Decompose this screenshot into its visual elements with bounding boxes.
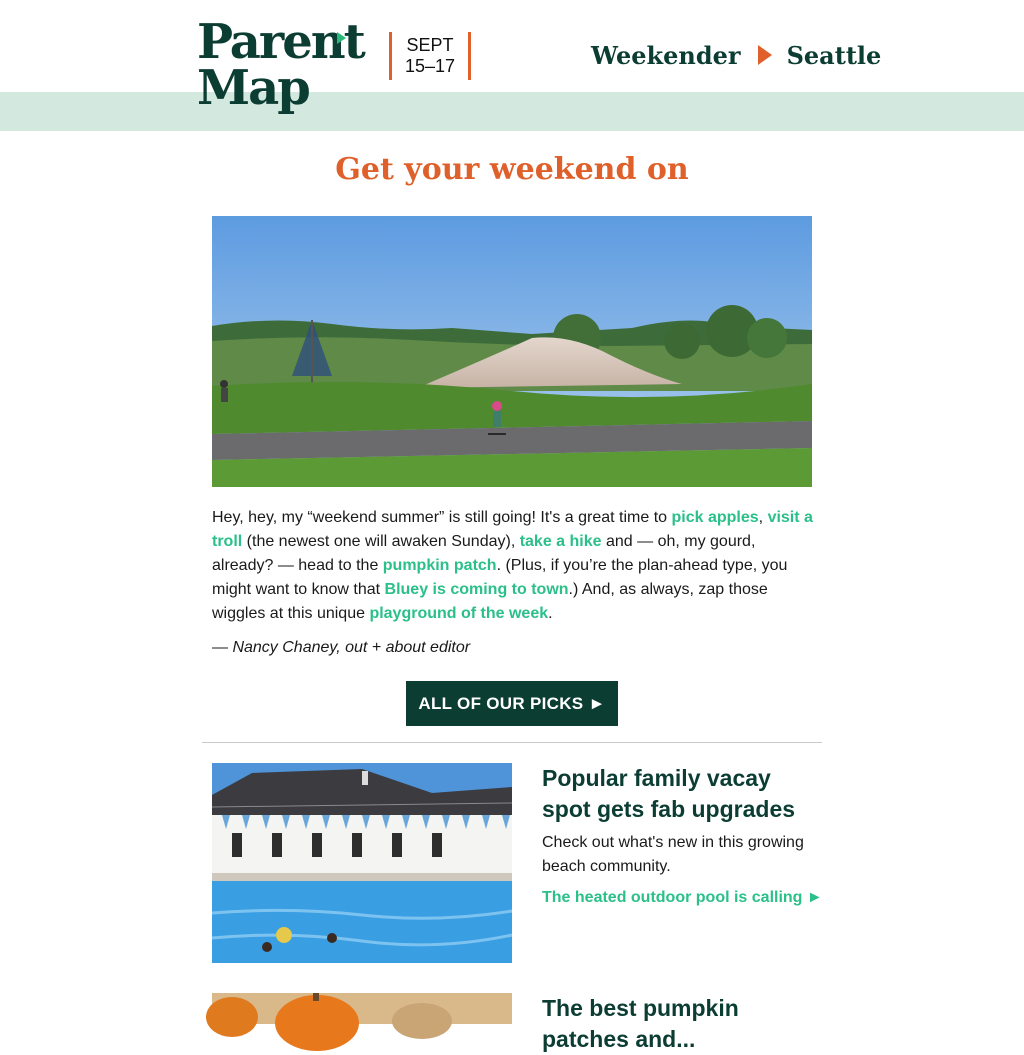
intro-text: (the newest one will awaken Sunday), — [242, 533, 520, 550]
issue-date-month: SEPT — [406, 35, 454, 55]
link-visit-a-troll[interactable]: visit a troll — [212, 509, 813, 550]
article-thumbnail-pumpkin[interactable] — [212, 993, 512, 1024]
intro-text: and — oh, my gourd, already? — head to the — [212, 533, 756, 574]
link-take-a-hike[interactable]: take a hike — [519, 533, 602, 550]
logo-word-map: Map — [197, 60, 309, 116]
intro-text: .) And, as always, zap those wiggles at this unique — [212, 581, 768, 622]
intro-text: Hey, hey, my “weekend summer” is still going! It's a great time to — [212, 509, 672, 526]
newsletter-city: Seattle — [786, 40, 882, 70]
logo-flag-icon — [337, 32, 346, 44]
pumpkin-illustration — [212, 993, 512, 1024]
all-picks-button[interactable]: ALL OF OUR PICKS ► — [406, 681, 618, 726]
issue-date-range: 15–17 — [404, 56, 456, 76]
article-text — [542, 763, 824, 907]
issue-date — [389, 32, 471, 80]
editor-signature: — Nancy Chaney, out + about editor — [212, 639, 471, 656]
section-divider — [202, 742, 822, 743]
intro-text: , — [758, 509, 768, 526]
article-text — [542, 993, 824, 1055]
link-playground-of-the-week[interactable]: playground of the week — [369, 605, 549, 622]
article-title[interactable]: The best pumpkin patches and... — [542, 995, 739, 1052]
link-pumpkin-patch[interactable]: pumpkin patch — [382, 557, 497, 574]
hero-illustration — [212, 216, 812, 487]
page-headline: Get your weekend on — [335, 152, 689, 187]
intro-paragraph — [212, 506, 816, 626]
article-title[interactable]: Popular family vacay spot gets fab upgrades — [542, 765, 796, 822]
intro-text: . (Plus, if you’re the plan-ahead type, you might want to know that — [212, 557, 788, 598]
header-band — [0, 92, 1024, 131]
play-arrow-icon — [758, 45, 772, 65]
article-card — [212, 763, 824, 963]
hero-image-playground[interactable] — [212, 216, 812, 487]
link-bluey[interactable]: Bluey is coming to town — [384, 581, 569, 598]
article-thumbnail-pool[interactable] — [212, 763, 512, 963]
newsletter-header — [0, 0, 1024, 131]
article-description: Check out what's new in this growing beach community. — [542, 834, 804, 875]
intro-text: . — [548, 605, 553, 622]
pool-illustration — [212, 763, 512, 963]
newsletter-name: Weekender — [591, 40, 741, 70]
link-pick-apples[interactable]: pick apples — [671, 509, 759, 526]
article-link[interactable]: The heated outdoor pool is calling ► — [542, 889, 823, 906]
logo-word-parent: Parent — [197, 14, 364, 70]
parentmap-logo[interactable] — [197, 14, 364, 124]
newsletter-title — [591, 38, 881, 72]
article-card — [212, 993, 824, 1052]
